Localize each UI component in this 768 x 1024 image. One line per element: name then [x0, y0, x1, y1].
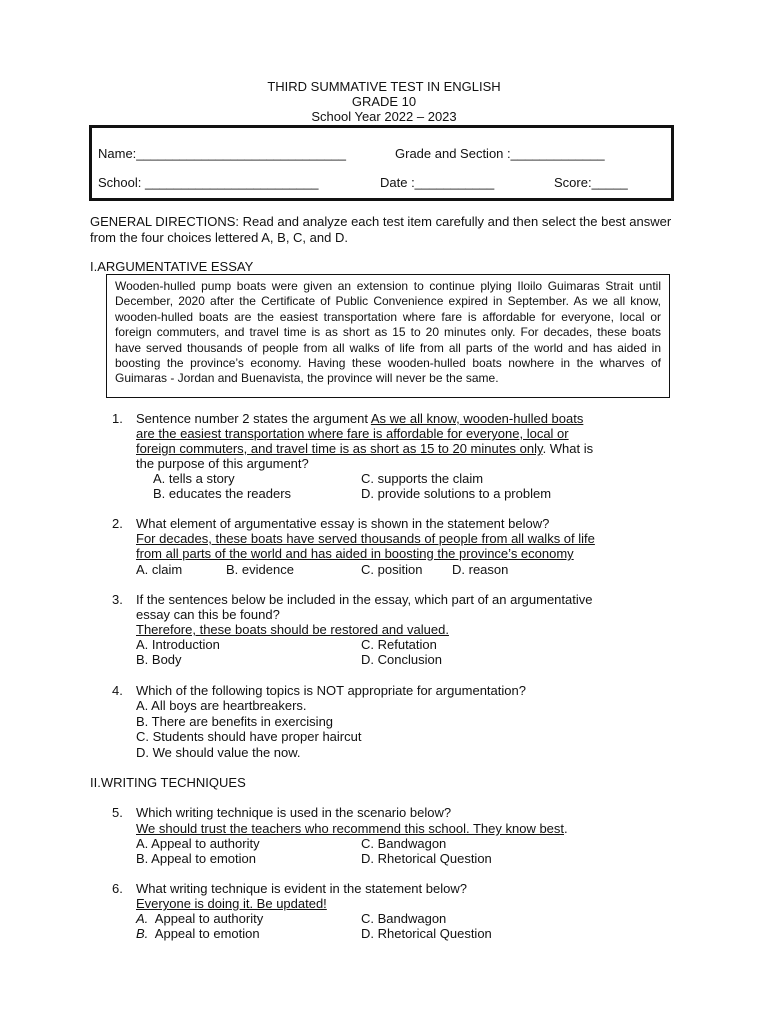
q4-choice-b: B. There are benefits in exercising	[136, 714, 334, 729]
date-field: Date :___________	[380, 175, 495, 190]
q2-choice-a: A. claim	[136, 562, 183, 577]
q3-choice-b: B. Body	[136, 652, 182, 667]
q2-underlined-2: from all parts of the world and has aided in boosting the province’s economy	[136, 546, 574, 561]
q3-choice-d: D. Conclusion	[361, 652, 442, 667]
q5-choice-a: A. Appeal to authority	[136, 836, 260, 851]
q1-line4: the purpose of this argument?	[136, 456, 309, 471]
q3-number: 3.	[112, 592, 123, 607]
q5-choice-d: D. Rhetorical Question	[361, 851, 492, 866]
essay-passage: Wooden-hulled pump boats were given an extension to continue plying Iloilo Guimaras Strait until December, 2020 after the Certificate of Public Convenience expired in September. As we all know, wooden-hulled boats are the easiest transportation where fare is affordable for everyone, local or foreign commuters, and travel time is as short as 15 to 20 minutes only. For decades, these boats have served thousands of people from all walks of life from all parts of the world and has aided in boosting the province’s economy. Having these wooden-hulled boats nowhere in the wharves of Guimaras - Jordan and Buenavista, the province will never be the same.	[106, 274, 670, 398]
q6-stem: What writing technique is evident in the statement below?	[136, 881, 467, 896]
q1-choice-d: D. provide solutions to a problem	[361, 486, 552, 501]
general-directions: GENERAL DIRECTIONS: Read and analyze each test item carefully and then select the best answer from the four choices lettered A, B, C, and D.	[90, 214, 672, 245]
grade-section-field: Grade and Section :_____________	[395, 146, 605, 161]
q1-line3: foreign commuters, and travel time is as short as 15 to 20 minutes only. What is	[136, 441, 594, 456]
q3-choice-a: A. Introduction	[136, 637, 220, 652]
test-title: THIRD SUMMATIVE TEST IN ENGLISH	[267, 79, 501, 94]
score-field: Score:_____	[554, 175, 628, 190]
q6-underlined-1: Everyone is doing it. Be updated!	[136, 896, 327, 911]
q1-underlined-2: are the easiest transportation where fare is affordable for everyone, local or	[136, 426, 569, 441]
q1-number: 1.	[112, 411, 123, 426]
q5-choice-b: B. Appeal to emotion	[136, 851, 256, 866]
q4-choice-c: C. Students should have proper haircut	[136, 729, 362, 744]
q3-underlined-1: Therefore, these boats should be restored and valued.	[136, 622, 449, 637]
q1-underlined-1: As we all know, wooden-hulled boats	[370, 411, 584, 426]
q2-choice-c: C. position	[361, 562, 423, 577]
q2-stem: What element of argumentative essay is shown in the statement below?	[136, 516, 550, 531]
q2-underlined-1: For decades, these boats have served thousands of people from all walks of life	[136, 531, 595, 546]
q5-stem: Which writing technique is used in the scenario below?	[136, 805, 452, 820]
q5-number: 5.	[112, 805, 123, 820]
q3-stem-2: essay can this be found?	[136, 607, 280, 622]
q6-choice-c: C. Bandwagon	[361, 911, 447, 926]
grade-level: GRADE 10	[351, 94, 417, 109]
q3-stem-1: If the sentences below be included in the essay, which part of an argumentative	[136, 592, 593, 607]
q6-choice-d: D. Rhetorical Question	[361, 926, 492, 941]
section-1-title: I.ARGUMENTATIVE ESSAY	[90, 259, 254, 274]
q6-choice-b: B. Appeal to emotion	[136, 926, 260, 941]
q1-choice-c: C. supports the claim	[361, 471, 484, 486]
school-field: School: ________________________	[98, 175, 319, 190]
q3-choice-c: C. Refutation	[361, 637, 437, 652]
q1-choice-a: A. tells a story	[153, 471, 235, 486]
q5-choice-c: C. Bandwagon	[361, 836, 447, 851]
school-year: School Year 2022 – 2023	[311, 109, 457, 124]
q4-number: 4.	[112, 683, 123, 698]
q1-underlined-3: foreign commuters, and travel time is as short as 15 to 20 minutes only	[136, 441, 543, 456]
q4-choice-a: A. All boys are heartbreakers.	[136, 698, 307, 713]
q1-choice-b: B. educates the readers	[153, 486, 292, 501]
q2-choice-b: B. evidence	[226, 562, 294, 577]
q6-number: 6.	[112, 881, 123, 896]
q1-stem: Sentence number 2 states the argument As we all know, wooden-hulled boats	[136, 411, 584, 426]
name-field: Name:_____________________________	[98, 146, 346, 161]
q2-choice-d: D. reason	[452, 562, 509, 577]
q4-stem: Which of the following topics is NOT appropriate for argumentation?	[136, 683, 526, 698]
q4-choice-d: D. We should value the now.	[136, 745, 301, 760]
q2-number: 2.	[112, 516, 123, 531]
q5-line2: We should trust the teachers who recommend this school. They know best.	[136, 821, 568, 836]
q6-choice-a: A. Appeal to authority	[136, 911, 264, 926]
q5-underlined-1: We should trust the teachers who recommend this school. They know best	[136, 821, 565, 836]
section-2-title: II.WRITING TECHNIQUES	[90, 775, 246, 790]
